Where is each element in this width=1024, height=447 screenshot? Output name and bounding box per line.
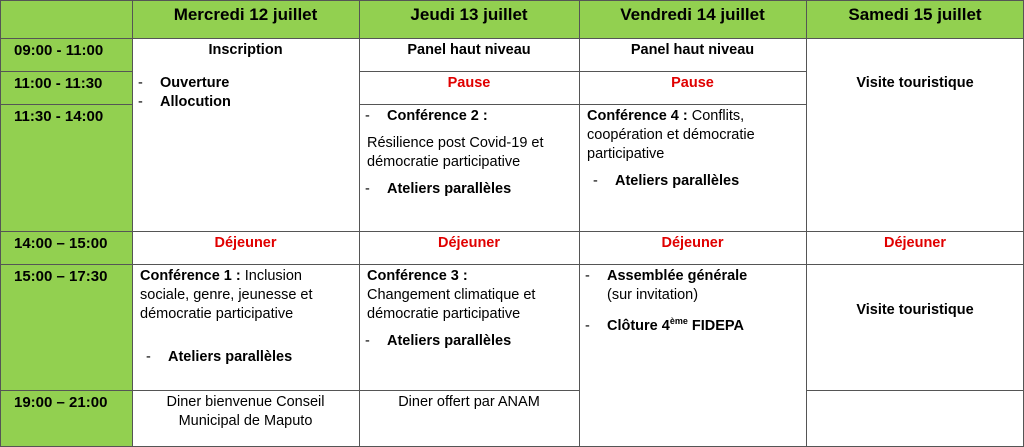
list-item: - Clôture 4ème FIDEPA (585, 315, 744, 334)
ateliers-label: Ateliers parallèles (387, 332, 512, 349)
list-item: - Ateliers parallèles (365, 180, 512, 197)
time-slot-5: 15:00 – 17:30 (0, 264, 132, 390)
day-header-wed: Mercredi 12 juillet (132, 0, 359, 38)
lunch-fri: Déjeuner (661, 235, 724, 251)
conf4-title: Conférence 4 : (587, 108, 688, 124)
closing-label: Clôture 4ème FIDEPA (607, 315, 744, 334)
time-slot-2: 11:00 - 11:30 (0, 71, 132, 104)
corner-cell (0, 0, 132, 38)
session-panel-thu: Panel haut niveau (407, 42, 531, 58)
time-slot-3: 11:30 - 14:00 (0, 104, 132, 231)
assembly-label: Assemblée générale (607, 268, 748, 284)
conf3-title: Conférence 3 : (367, 268, 468, 284)
day-header-fri: Vendredi 14 juillet (579, 0, 806, 38)
time-slot-6: 19:00 – 21:00 (0, 390, 132, 447)
lunch-thu: Déjeuner (437, 235, 501, 251)
session-inscription: Inscription (208, 42, 283, 58)
time-slot-4: 14:00 – 15:00 (0, 231, 132, 264)
list-item: - Ateliers parallèles (365, 332, 512, 349)
conf1-title: Conférence 1 : (140, 268, 241, 284)
assembly-note: (sur invitation) (607, 286, 699, 303)
day-header-thu: Jeudi 13 juillet (359, 0, 579, 38)
conf1-description (140, 267, 353, 324)
session-visit-morning: Visite touristique (856, 75, 974, 91)
list-item: - Ouverture (138, 75, 230, 91)
lunch-sat: Déjeuner (883, 235, 947, 251)
list-item: - Allocution (138, 93, 231, 110)
lunch-wed: Déjeuner (214, 235, 277, 251)
empty-cell-sat-evening (806, 390, 1024, 447)
session-conf3 (359, 264, 579, 390)
list-item: - Ateliers parallèles (146, 348, 293, 365)
dinner-thu: Diner offert par ANAM (398, 394, 540, 410)
conf3-text: Changement climatique et démocratie participative (367, 286, 536, 322)
session-opening (132, 71, 359, 231)
time-slot-1: 09:00 - 11:00 (0, 38, 132, 71)
dinner-wed: Diner bienvenue Conseil Municipal de Maputo (166, 394, 325, 429)
conf2-title: Conférence 2 : (387, 108, 488, 124)
session-conf1 (132, 264, 359, 390)
session-visit-afternoon: Visite touristique (856, 302, 974, 318)
day-header-sat: Samedi 15 juillet (806, 0, 1024, 38)
session-assembly (579, 264, 806, 447)
list-item: - Conférence 2 : (365, 108, 488, 124)
conf1-text: Inclusion sociale, genre, jeunesse et démocratie participative (140, 268, 313, 322)
conf2-text: Résilience post Covid-19 et démocratie participative (367, 134, 544, 170)
session-panel-fri: Panel haut niveau (630, 42, 755, 58)
conf4-description (587, 107, 800, 164)
session-conf2 (359, 104, 579, 231)
ateliers-label: Ateliers parallèles (387, 180, 512, 197)
session-conf4 (579, 104, 806, 231)
conf4-text: Conflits, coopération et démocratie participative (587, 108, 755, 162)
list-item: - Ateliers parallèles (593, 172, 740, 189)
break-thu: Pause (447, 75, 491, 91)
opening-label: Ouverture (160, 75, 230, 91)
allocution-label: Allocution (160, 93, 231, 110)
ateliers-label: Ateliers parallèles (168, 348, 293, 365)
ateliers-label: Ateliers parallèles (615, 172, 740, 189)
break-fri: Pause (671, 75, 714, 91)
list-item: - Assemblée générale (585, 268, 748, 284)
